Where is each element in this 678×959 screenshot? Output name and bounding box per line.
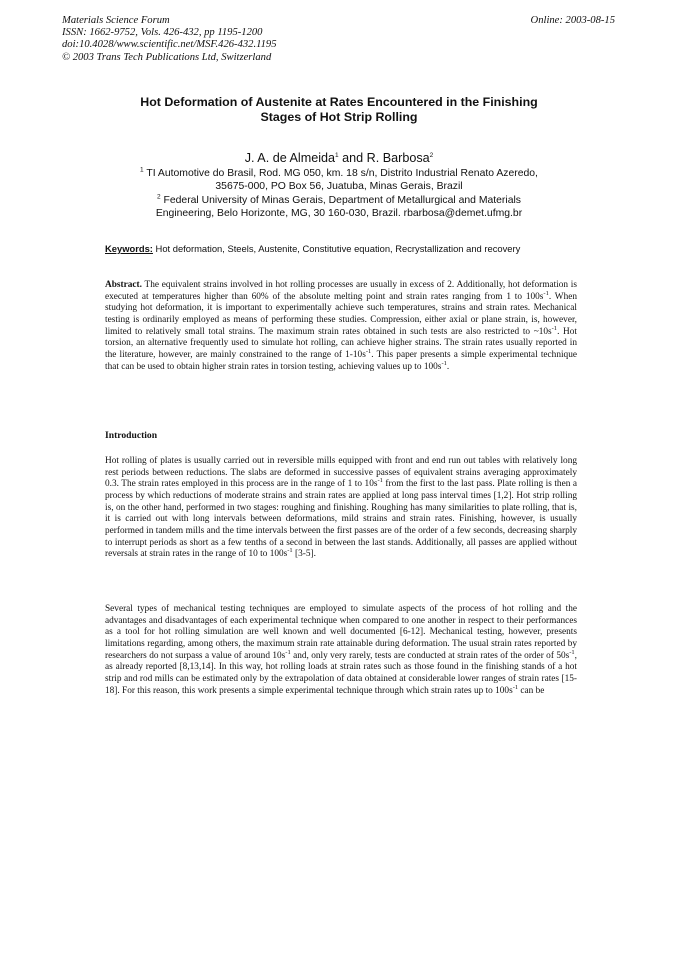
p2-sup-1: -1 (285, 648, 291, 656)
keywords-text: Hot deformation, Steels, Austenite, Constitutive equation, Recrystallization and recovery (152, 243, 521, 254)
p2-text-d: can be (518, 685, 545, 696)
abstract-label: Abstract. (105, 280, 142, 290)
abstract-text-1: The equivalent strains involved in hot rolling processes are usually in excess of 2. Additionally, hot deformation is executed at temperatures higher than 60% of the absolute melting point and strain rates ranging from 1 to 100s (105, 280, 577, 302)
affiliation-1-sup: 1 (140, 166, 144, 174)
p2-text-b: and, only very rarely, tests are conducted at strain rates of the order of 50s (290, 650, 570, 661)
affiliation-2-sup: 2 (157, 193, 161, 201)
p2-sup-3: -1 (512, 683, 519, 691)
copyright-line: © 2003 Trans Tech Publications Ltd, Switzerland (62, 51, 272, 63)
abstract-sup-4: -1 (441, 359, 447, 367)
abstract-text-2: . When studying hot deformation, it is important to experimentally achieve such temperatures, strains and strain rates. Mechanical testing is ordinarily employed as means of performing these studies. Compression, either axial or plane strain, is, however, limited to relatively small total strains. The maximum strain rates obtained in such tests are also restricted to ~10s (105, 291, 577, 337)
p2-sup-2: -1 (569, 648, 575, 656)
affiliation-2-line-1: Federal University of Minas Gerais, Department of Metallurgical and Materials (160, 195, 521, 206)
issn-line: ISSN: 1662-9752, Vols. 426-432, pp 1195-1200 (62, 27, 263, 39)
title-line-1: Hot Deformation of Austenite at Rates Encountered in the Finishing (140, 95, 538, 109)
author-2: R. Barbosa (366, 151, 430, 165)
abstract-sup-1: -1 (543, 289, 549, 297)
title-line-2: Stages of Hot Strip Rolling (260, 109, 418, 124)
intro-paragraph-1 (105, 456, 577, 561)
p1-text-a: Hot rolling of plates is usually carried out in reversible mills equipped with front and end run out tables with relatively long rest periods between reductions. The slabs are deformed in successive passes of equivalent strains averaging approximately 0.3. The strain rates employed in this process are in the range of 1 to 10s (105, 456, 577, 490)
doi-line: doi:10.4028/www.scientific.net/MSF.426-432.1195 (62, 39, 277, 51)
p1-sup-2: -1 (287, 547, 293, 555)
online-date: Online: 2003-08-15 (530, 15, 615, 26)
p1-text-b: from the first to the last pass. Plate rolling is then a process by which reductions of moderate strains and strain rates are applied at long pass interval times [1,2]. Hot strip rolling is, on the other hand, performed in two stages: roughing and finishing. Roughing has many similarities to plate rolling, that is, it is carried out with long intervals between deformations, mild strains and strain rates. Finishing, however, is usually performed in tandem mills and the time intervals between the first passes are of the order of a few seconds, decreasing sharply to interrupt periods as short as a few tenths of a second in between the last stands. Additionally, all passes are applied without reversals at strain rates in the range of 10 to 100s (105, 479, 577, 560)
abstract-paragraph (105, 280, 577, 373)
abstract-text-5: . (446, 361, 450, 372)
affiliation-1-line-1: TI Automotive do Brasil, Rod. MG 050, km. 18 s/n, Distrito Industrial Renato Azeredo, (143, 168, 538, 179)
author-1-sup: 1 (335, 151, 339, 159)
affiliation-1-line-2: 35675-000, PO Box 56, Juatuba, Minas Gerais, Brazil (215, 181, 463, 192)
author-1: J. A. de Almeida (244, 151, 336, 165)
affiliation-2-line-2: Engineering, Belo Horizonte, MG, 30 160-030, Brazil. rbarbosa@demet.ufmg.br (155, 208, 523, 219)
keywords-label: Keywords: (105, 243, 153, 254)
p2-text-a: Several types of mechanical testing techniques are employed to simulate aspects of the process of hot rolling and the advantages and disadvantages of each experimental technique when compared to one another in respect to their performances as a tool for hot rolling simulation are well known and well documented [6-12]. Mechanical testing, however, presents limitations regarding, among others, the maximum strain rate attainable during deformation. The usual strain rates reported by researchers do not surpass a value of around 10s (105, 604, 577, 661)
abstract-sup-3: -1 (365, 347, 372, 355)
abstract-sup-2: -1 (551, 324, 558, 332)
author-2-sup: 2 (429, 151, 434, 159)
author-list (80, 151, 598, 165)
paper-title (80, 95, 598, 125)
p1-sup-1: -1 (377, 477, 383, 485)
p1-text-c: [3-5]. (292, 549, 316, 560)
intro-paragraph-2 (105, 604, 577, 697)
journal-header (62, 15, 277, 64)
abstract-text-3: . Hot torsion, an alternative frequently used to simulate hot rolling, can achieve higher strains. The strain rates usually reported in the literature, however, are mainly constrained to the range of 1-10s (105, 326, 577, 360)
journal-name: Materials Science Forum (62, 15, 170, 26)
abstract-text-4: . This paper presents a simple experimental technique that can be used to obtain higher strain rates in torsion testing, achieving values up to 100s (105, 349, 577, 372)
p2-text-c: , as already reported [8,13,14]. In this way, hot rolling loads at strain rates such as those found in the finishing stands of a hot strip and rod mills can be estimated only by the extrapolation of data obtained at considerable lower ranges of strain rates [15-18]. For this reason, this work presents a simple experimental technique through which strain rates up to 100s (105, 650, 577, 696)
keywords-block (105, 243, 577, 254)
introduction-heading: Introduction (105, 430, 158, 441)
author-conjunction: and (338, 151, 367, 165)
affiliation-2 (88, 194, 590, 220)
affiliation-1 (88, 167, 590, 193)
